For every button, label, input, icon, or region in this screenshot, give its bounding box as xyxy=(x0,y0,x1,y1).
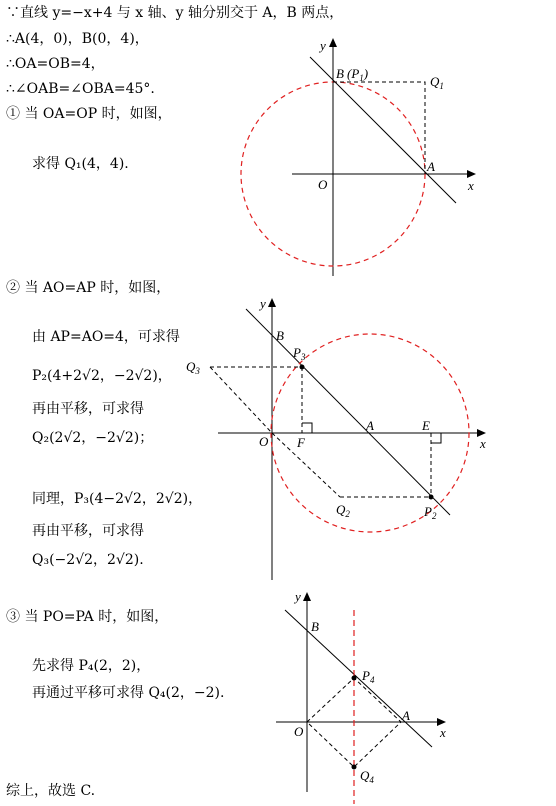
fig3-point-q4 xyxy=(352,765,357,770)
fig1-label-b: B xyxy=(336,66,344,81)
fig2-label-x: x xyxy=(480,436,486,451)
fig2-label-y: y xyxy=(260,296,266,311)
fig3-label-a: A xyxy=(402,708,410,723)
fig3-label-b: B xyxy=(311,619,319,634)
case3-line-b: 再通过平移可求得 Q₄(2，−2). xyxy=(32,685,225,701)
case2-line-a: 由 AP=AO=4，可求得 xyxy=(32,329,180,345)
fig3-label-q4: $Q_4$ xyxy=(360,768,374,785)
text-line-3: ∴OA=OB=4， xyxy=(6,56,105,72)
fig3-y-arrow xyxy=(303,592,311,601)
text-line-1: ∵直线 y=−x+4 与 x 轴、y 轴分别交于 A，B 两点， xyxy=(6,5,344,21)
fig2-label-q3: $Q_3$ xyxy=(186,359,200,376)
fig1-label-x: x xyxy=(468,178,474,193)
fig1-label-q1: $Q_1$ xyxy=(430,74,444,91)
fig2-label-e: E xyxy=(422,418,430,433)
fig2-label-o: O xyxy=(259,434,269,449)
fig2-label-b: B xyxy=(276,328,284,343)
text-line-2: ∴A(4，0)，B(0，4)， xyxy=(6,31,149,47)
case2-line-g: Q₃(−2√2，2√2). xyxy=(32,552,144,568)
conclusion: 综上，故选 C. xyxy=(6,783,96,799)
fig2-label-p3: $P_3$ xyxy=(293,345,306,362)
case2-line-f: 再由平移，可求得 xyxy=(32,523,144,539)
case3-line-a: 先求得 P₄(2，2)， xyxy=(32,658,151,674)
fig1-label-y: y xyxy=(320,38,326,53)
fig2-label-a: A xyxy=(366,418,374,433)
fig3-label-o: O xyxy=(294,724,304,739)
fig1-label-o: O xyxy=(318,177,328,192)
fig3-point-p4 xyxy=(352,676,357,681)
fig1-label-a: A xyxy=(427,159,435,174)
case1-result: 求得 Q₁(4，4). xyxy=(32,156,129,172)
case2-line-c: 再由平移，可求得 xyxy=(32,401,144,417)
fig3-label-x: x xyxy=(440,725,446,740)
fig3-label-y: y xyxy=(295,589,301,604)
case2-heading: ② 当 AO=AP 时，如图， xyxy=(6,280,171,296)
fig2-label-q2: $Q_2$ xyxy=(336,502,350,519)
case1-heading: ① 当 OA=OP 时，如图， xyxy=(6,106,172,122)
fig1-label-p1: $(P_1)$ xyxy=(347,66,369,83)
text-line-4: ∴∠OAB=∠OBA=45°. xyxy=(6,81,155,97)
fig2-label-f: F xyxy=(297,435,305,450)
case2-line-d: Q₂(2√2，−2√2)； xyxy=(32,430,154,446)
case2-line-b: P₂(4+2√2，−2√2)， xyxy=(32,368,172,384)
fig2-label-p2: $P_2$ xyxy=(424,504,437,521)
case2-line-e: 同理，P₃(4−2√2，2√2)， xyxy=(32,491,203,507)
case3-heading: ③ 当 PO=PA 时，如图， xyxy=(6,609,169,625)
fig3-label-p4: $P_4$ xyxy=(362,668,375,685)
